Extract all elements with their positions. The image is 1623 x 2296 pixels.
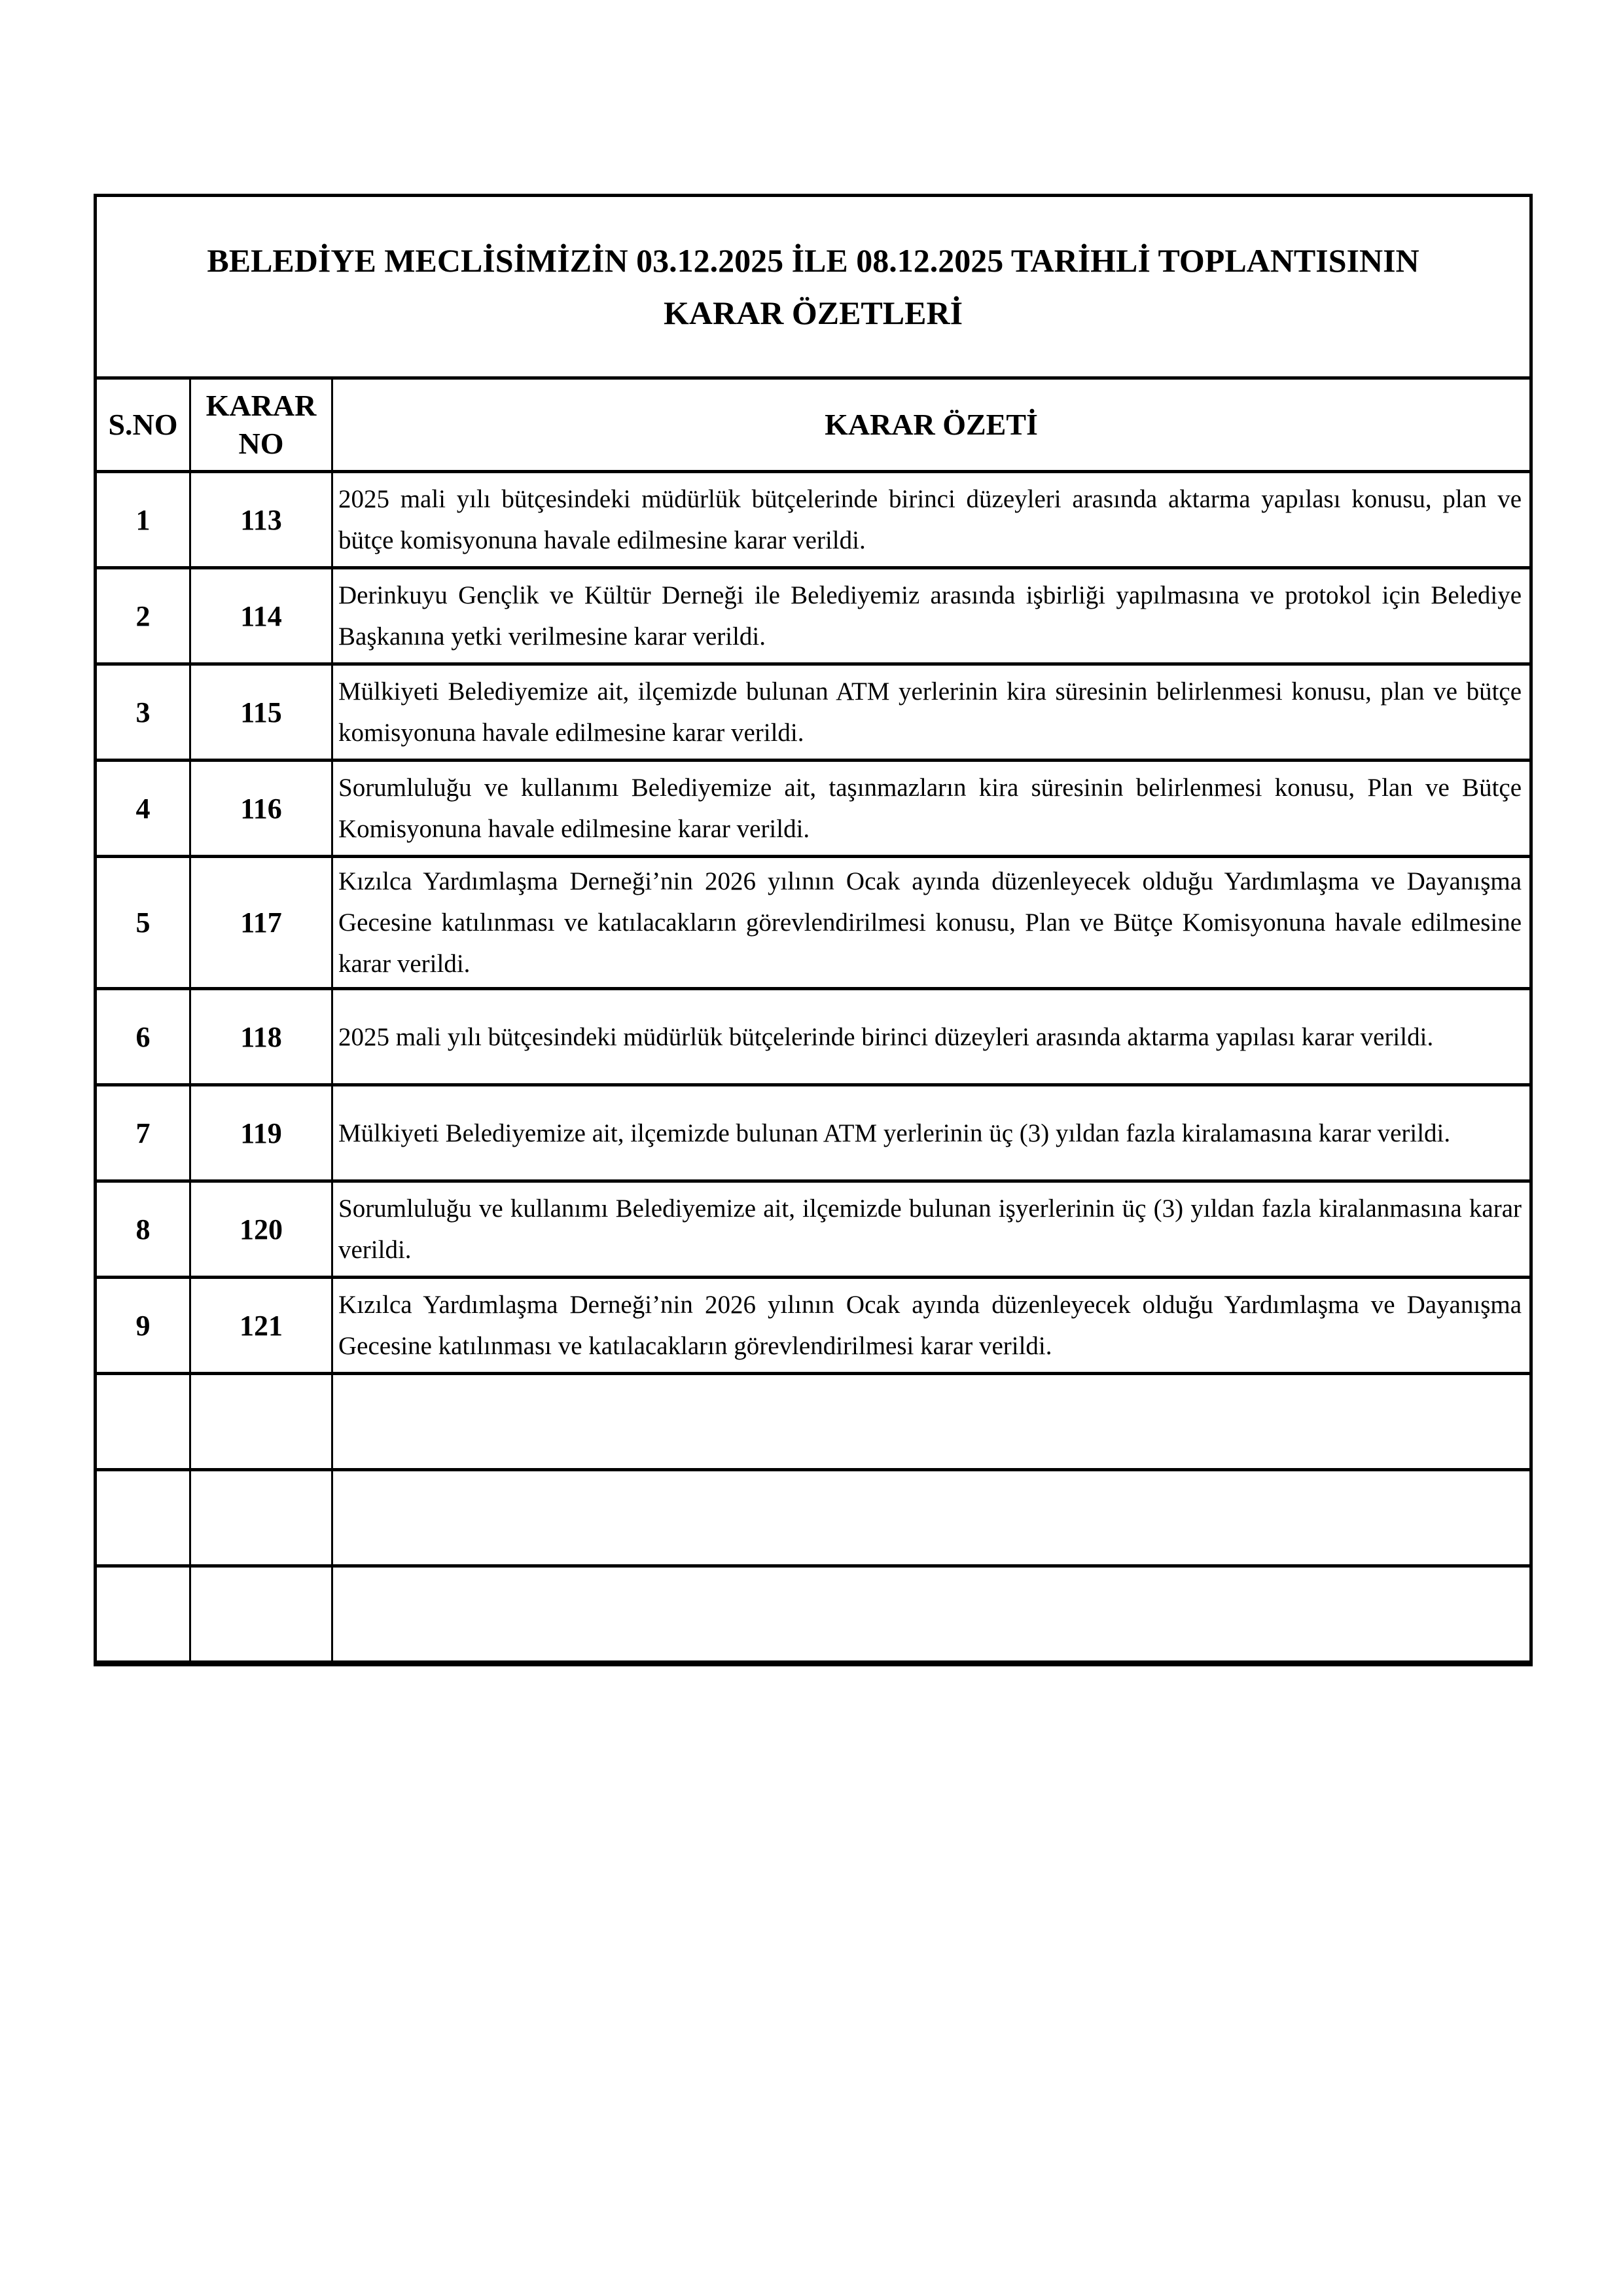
row-sno (96, 1470, 190, 1566)
row-karar-no: 114 (190, 568, 332, 664)
row-karar-no (190, 1470, 332, 1566)
row-karar-ozeti: 2025 mali yılı bütçesindeki müdürlük bütçelerinde birinci düzeyleri arasında aktarma yapılası karar verildi. (332, 989, 1531, 1085)
row-sno (96, 1566, 190, 1664)
table-row (96, 857, 1531, 989)
table-row (96, 1085, 1531, 1181)
row-karar-ozeti: Sorumluluğu ve kullanımı Belediyemize ait, ilçemizde bulunan işyerlerinin üç (3) yıldan fazla kiralanmasına karar verildi. (332, 1181, 1531, 1278)
row-karar-ozeti: Sorumluluğu ve kullanımı Belediyemize ait, taşınmazların kira süresinin belirlenmesi konusu, Plan ve Bütçe Komisyonuna havale edilmesine karar verildi. (332, 761, 1531, 857)
title-row (96, 196, 1531, 378)
row-karar-ozeti (332, 1566, 1531, 1664)
row-sno: 4 (96, 761, 190, 857)
row-karar-no: 116 (190, 761, 332, 857)
row-karar-ozeti (332, 1470, 1531, 1566)
document-title-line-2: KARAR ÖZETLERİ (664, 295, 963, 331)
row-karar-no: 120 (190, 1181, 332, 1278)
row-sno: 3 (96, 664, 190, 761)
row-karar-no: 119 (190, 1085, 332, 1181)
table-row (96, 1181, 1531, 1278)
row-karar-ozeti: Derinkuyu Gençlik ve Kültür Derneği ile Belediyemiz arasında işbirliği yapılmasına ve protokol için Belediye Başkanına yetki verilmesine karar verildi. (332, 568, 1531, 664)
row-karar-no (190, 1374, 332, 1470)
row-karar-no (190, 1566, 332, 1664)
header-sno: S.NO (96, 378, 190, 472)
row-sno: 8 (96, 1181, 190, 1278)
row-karar-ozeti: Mülkiyeti Belediyemize ait, ilçemizde bulunan ATM yerlerinin üç (3) yıldan fazla kiralamasına karar verildi. (332, 1085, 1531, 1181)
row-karar-no: 121 (190, 1278, 332, 1374)
row-sno: 2 (96, 568, 190, 664)
row-sno: 7 (96, 1085, 190, 1181)
table-row (96, 568, 1531, 664)
row-sno (96, 1374, 190, 1470)
table-row (96, 664, 1531, 761)
row-karar-ozeti: Mülkiyeti Belediyemize ait, ilçemizde bulunan ATM yerlerinin kira süresinin belirlenmesi konusu, plan ve bütçe komisyonuna havale edilmesine karar verildi. (332, 664, 1531, 761)
decisions-table (94, 194, 1533, 1666)
row-sno: 1 (96, 472, 190, 568)
row-sno: 9 (96, 1278, 190, 1374)
row-karar-ozeti: 2025 mali yılı bütçesindeki müdürlük bütçelerinde birinci düzeyleri arasında aktarma yapılası konusu, plan ve bütçe komisyonuna havale edilmesine karar verildi. (332, 472, 1531, 568)
row-karar-ozeti: Kızılca Yardımlaşma Derneği’nin 2026 yılının Ocak ayında düzenleyecek olduğu Yardımlaşma ve Dayanışma Gecesine katılınması ve katılacakların görevlendirilmesi konusu, Plan ve Bütçe Komisyonuna havale edilmesine karar verildi. (332, 857, 1531, 989)
table-row-empty (96, 1374, 1531, 1470)
row-sno: 5 (96, 857, 190, 989)
table-row (96, 1278, 1531, 1374)
table-row (96, 761, 1531, 857)
row-karar-ozeti (332, 1374, 1531, 1470)
row-karar-no: 118 (190, 989, 332, 1085)
document-title-line-1: BELEDİYE MECLİSİMİZİN 03.12.2025 İLE 08.12.2025 TARİHLİ TOPLANTISININ (207, 242, 1419, 279)
table-row-empty (96, 1470, 1531, 1566)
document-title (96, 196, 1531, 378)
table-row-empty (96, 1566, 1531, 1664)
row-karar-no: 117 (190, 857, 332, 989)
header-karar-ozeti: KARAR ÖZETİ (332, 378, 1531, 472)
row-karar-no: 115 (190, 664, 332, 761)
table-header-row (96, 378, 1531, 472)
row-karar-ozeti: Kızılca Yardımlaşma Derneği’nin 2026 yılının Ocak ayında düzenleyecek olduğu Yardımlaşma ve Dayanışma Gecesine katılınması ve katılacakların görevlendirilmesi karar verildi. (332, 1278, 1531, 1374)
table-row (96, 472, 1531, 568)
table-row (96, 989, 1531, 1085)
header-karar-no: KARAR NO (190, 378, 332, 472)
row-karar-no: 113 (190, 472, 332, 568)
row-sno: 6 (96, 989, 190, 1085)
